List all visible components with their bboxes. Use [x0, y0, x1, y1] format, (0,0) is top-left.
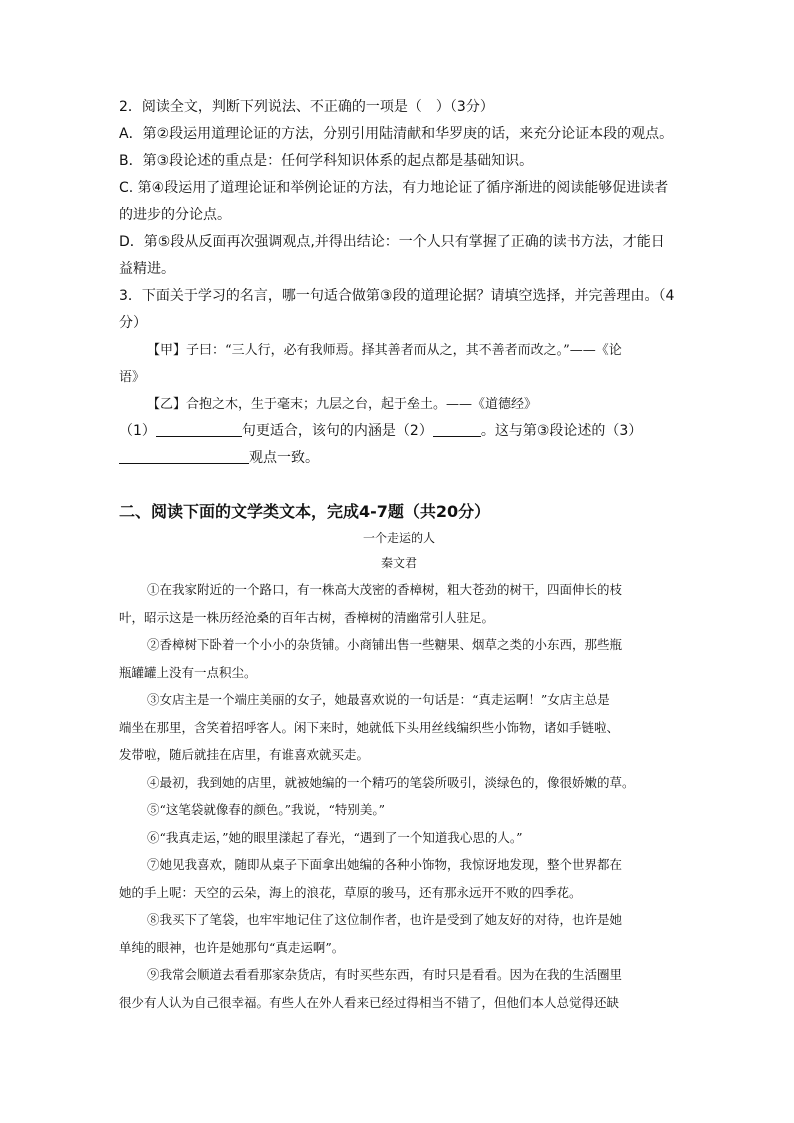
passage-author: 秦文君	[380, 556, 417, 570]
question-2-stem: 2．阅读全文，判断下列说法、不正确的一项是（ ）（3分）	[119, 99, 494, 115]
passage-paragraph	[119, 906, 679, 961]
question-2-option-c-cont: 的进步的分论点。	[119, 207, 231, 223]
answer-blank-2[interactable]	[433, 422, 481, 437]
fill-label-2: 句更适合，该句的内涵是（2）	[241, 423, 433, 439]
question-2-option-d-cont: 益精进。	[119, 261, 175, 277]
paragraph-line: ⑤“这笔袋就像春的颜色。”我说，“特别美。”	[147, 802, 386, 817]
paragraph-line-cont: 瓶罐罐上没有一点积尘。	[119, 664, 257, 680]
passage-paragraph	[119, 796, 679, 824]
fill-in-blanks	[119, 418, 679, 445]
question-2-option-a: A．第②段运用道理论证的方法，分别引用陆清献和华罗庚的话，来充分论证本段的观点。	[119, 126, 674, 142]
section-heading: 二、阅读下面的文学类文本，完成4-7题（共20分）	[119, 502, 491, 521]
paragraph-line: ②香樟树下卧着一个小小的杂货铺。小商铺出售一些糖果、烟草之类的小东西，那些瓶	[147, 637, 623, 652]
paragraph-line-cont: 端坐在那里，含笑着招呼客人。闲下来时，她就低下头用丝线编织些小饰物，诸如手链啦、	[119, 719, 620, 735]
paragraph-line-cont: 很少有人认为自己很幸福。有些人在外人看来已经过得相当不错了，但他们本人总觉得还缺	[119, 994, 620, 1010]
quote-yi: 【乙】合抱之木，生于毫末；九层之台，起于垒土。——《道德经》	[147, 397, 538, 412]
paragraph-line: ⑨我常会顺道去看看那家杂货店，有时买些东西，有时只是看看。因为在我的生活圈里	[147, 967, 623, 982]
passage-paragraph	[119, 576, 679, 631]
paragraph-line-cont: 叶，昭示这是一株历经沧桑的百年古树，香樟树的清幽常引人驻足。	[119, 609, 495, 625]
passage-paragraph	[119, 631, 679, 686]
question-2-option-d: D．第⑤段从反面再次强调观点,并得出结论：一个人只有掌握了正确的读书方法，才能日	[119, 234, 665, 250]
question-3-stem-cont: 分）	[119, 315, 147, 331]
paragraph-line: ①在我家附近的一个路口，有一株高大茂密的香樟树，粗大苍劲的树干，四面伸长的枝	[147, 582, 623, 597]
question-2-option-c: C. 第④段运用了道理论证和举例论证的方法，有力地论证了循序渐进的阅读能够促进读者	[119, 180, 669, 196]
paragraph-line: ⑧我买下了笔袋，也牢牢地记住了这位制作者，也许是受到了她友好的对待，也许是她	[147, 912, 623, 927]
passage-body	[119, 576, 679, 1016]
passage-paragraph	[119, 961, 679, 1016]
fill-label-1: （1）	[119, 423, 156, 439]
document-content	[119, 94, 679, 1016]
passage-title: 一个走运的人	[362, 531, 435, 545]
answer-blank-3[interactable]	[119, 449, 249, 464]
question-3-stem: 3．下面关于学习的名言，哪一句适合做第③段的道理论据？请填空选择，并完善理由。（4	[119, 288, 675, 304]
question-2	[119, 94, 679, 283]
passage-paragraph	[119, 824, 679, 852]
passage-paragraph	[119, 686, 679, 769]
question-3	[119, 283, 679, 472]
paragraph-line-cont: 她的手上呢：天空的云朵，海上的浪花，草原的骏马，还有那永远开不败的四季花。	[119, 884, 582, 900]
paragraph-line-cont: 发带啦，随后就挂在店里，有谁喜欢就买走。	[119, 747, 370, 762]
passage-paragraph	[119, 851, 679, 906]
answer-blank-1[interactable]	[156, 422, 242, 437]
quote-jia: 【甲】子曰：“三人行，必有我师焉。择其善者而从之，其不善者而改之。”——《论	[147, 343, 622, 358]
paragraph-line: ⑦她见我喜欢，随即从桌子下面拿出她编的各种小饰物，我惊讶地发现，整个世界都在	[147, 857, 623, 872]
paragraph-line-cont: 单纯的眼神，也许是她那句“真走运啊”。	[119, 939, 345, 955]
passage-paragraph	[119, 769, 679, 797]
fill-in-blanks-cont	[119, 445, 679, 472]
paragraph-line: ⑥“我真走运，”她的眼里漾起了春光，“遇到了一个知道我心思的人。”	[147, 829, 523, 845]
question-2-option-b: B．第③段论述的重点是：任何学科知识体系的起点都是基础知识。	[119, 153, 534, 169]
quote-jia-cont: 语》	[119, 370, 146, 385]
fill-label-3: 。这与第③段论述的（3）	[480, 423, 643, 439]
paragraph-line: ③女店主是一个端庄美丽的女子，她最喜欢说的一句话是：“真走运啊！”女店主总是	[147, 692, 610, 707]
paragraph-line: ④最初，我到她的店里，就被她编的一个精巧的笔袋所吸引，淡绿色的，像很娇嫩的草。	[147, 774, 635, 790]
fill-label-4: 观点一致。	[249, 450, 319, 466]
